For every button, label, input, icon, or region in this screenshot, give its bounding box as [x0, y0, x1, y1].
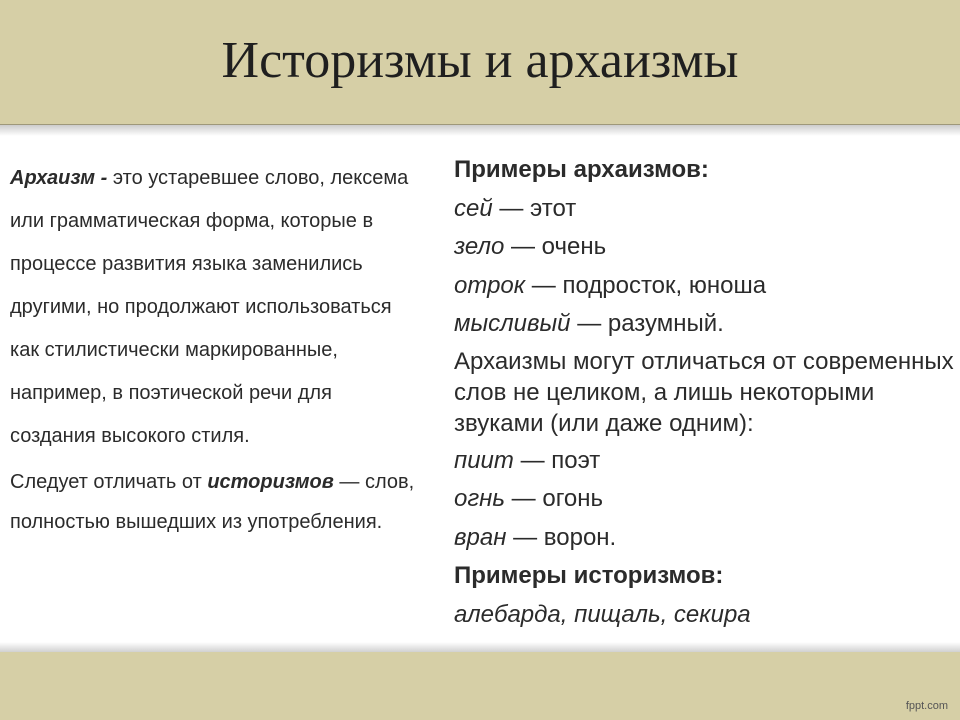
historism-note: [10, 462, 415, 542]
slide-title: Историзмы и архаизмы: [221, 32, 739, 89]
title-band-shadow: [0, 124, 960, 136]
example-line: [454, 267, 954, 306]
historisms-heading: Примеры историзмов:: [454, 562, 724, 589]
historism-note-prefix: Следует отличать от: [10, 471, 208, 493]
examples-column: [454, 151, 954, 634]
example-line: [454, 190, 954, 229]
example-meaning: — подросток, юноша: [525, 271, 767, 299]
example-meaning: — огонь: [505, 485, 604, 512]
example-line: [454, 228, 954, 267]
example-word: сей: [454, 194, 493, 222]
archaism-definition-text: это устаревшее слово, лексема или грамматическая форма, которые в процессе развития языка заменились другими, но продолжают использоваться как стилистически маркированные, например, в поэтической речи для создания высокого стиля.: [10, 167, 409, 447]
example-line: [454, 305, 954, 344]
archaisms-heading: Примеры архаизмов:: [454, 156, 709, 183]
example-word: огнь: [454, 485, 506, 512]
watermark: fppt.com: [905, 700, 948, 712]
example-meaning: — разумный.: [570, 310, 724, 337]
footer-band-shadow: [0, 642, 960, 652]
phonetic-note: Архаизмы могут отличаться от современных слов не целиком, а лишь некоторыми звуками (или даже одним):: [454, 347, 954, 437]
example-word: зело: [454, 233, 505, 260]
example-word: мысливый: [454, 310, 571, 337]
phonetic-example-line: [454, 442, 954, 481]
historism-term: историзмов: [207, 471, 334, 493]
example-word: вран: [454, 523, 507, 551]
archaism-term: Архаизм -: [10, 167, 108, 189]
example-word: отрок: [454, 271, 526, 299]
historism-note-suffix: — слов, полностью вышедших из употребления.: [10, 471, 415, 533]
footer-band: [0, 652, 960, 720]
example-meaning: — поэт: [513, 446, 601, 474]
phonetic-example-line: [454, 480, 954, 519]
example-meaning: — очень: [504, 233, 607, 260]
example-meaning: — этот: [492, 194, 577, 222]
historisms-list: алебарда, пищаль, секира: [454, 600, 751, 628]
archaism-definition: [10, 157, 415, 458]
example-meaning: — ворон.: [506, 523, 617, 551]
definition-column: [10, 157, 415, 542]
example-word: пиит: [454, 446, 514, 474]
phonetic-example-line: [454, 519, 954, 558]
